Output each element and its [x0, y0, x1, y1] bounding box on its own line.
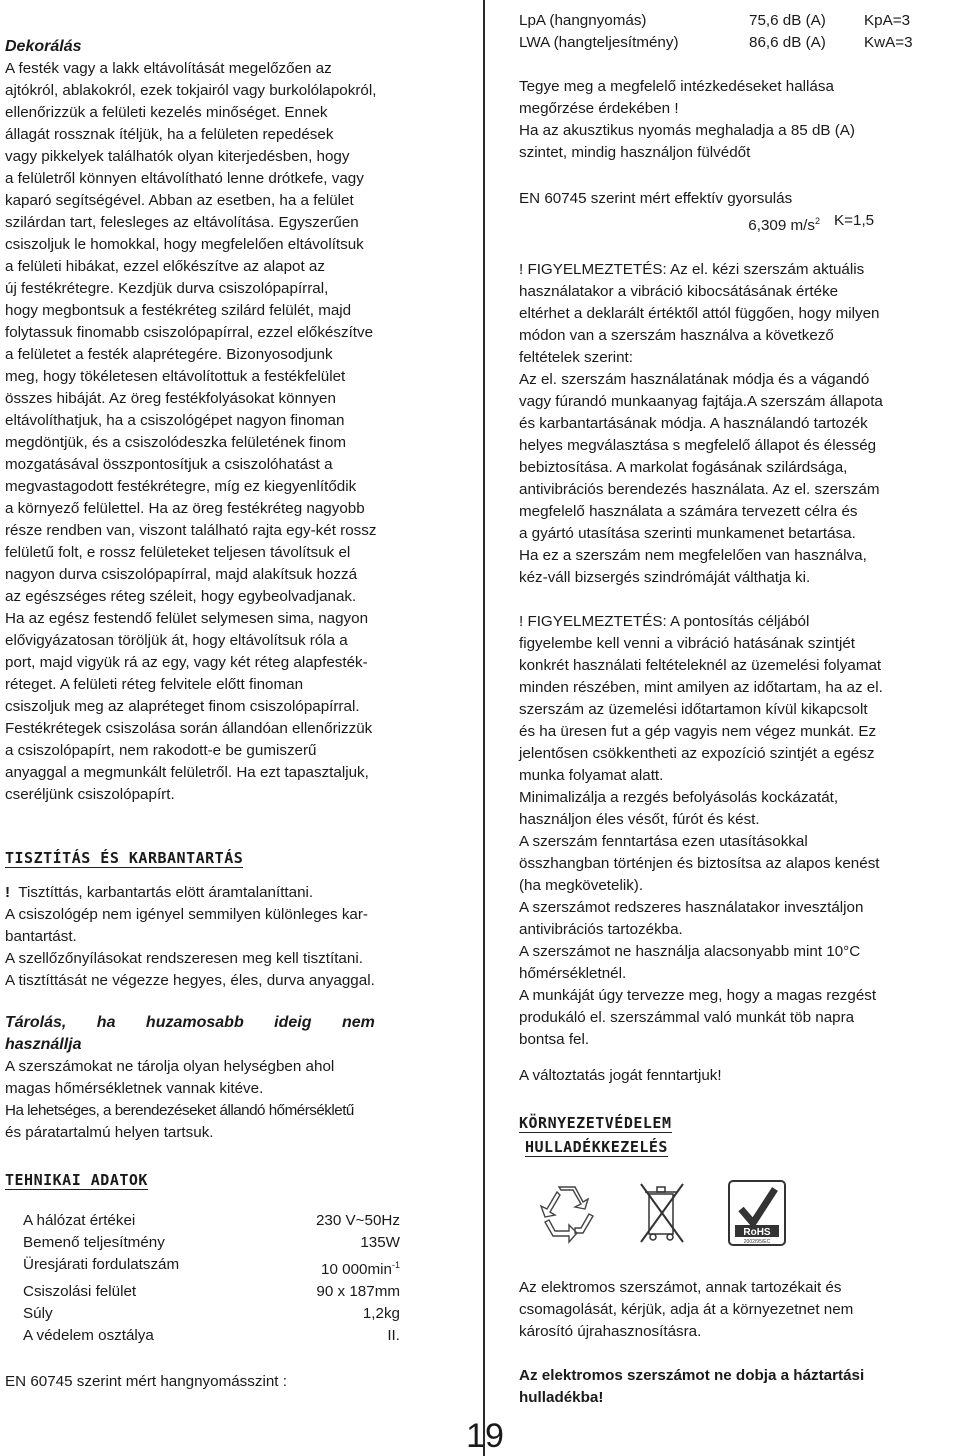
text-span: Tisztíttás, karbantartás elött áramtalaníttani.	[18, 884, 314, 901]
text-line: összes hibáját. Az öreg festékfolyásokat könnyen	[5, 390, 336, 407]
text-line: új festékrétegre. Kezdjük durva csiszolópapírral,	[5, 280, 329, 297]
warning-block-2	[519, 611, 959, 1051]
text-line: része rendben van, viszont található rajta egy-két rossz	[5, 522, 377, 539]
text-line: az egészséges réteg széleit, hogy egybeolvadjanak.	[5, 588, 357, 605]
rohs-icon	[727, 1179, 787, 1247]
spec-value: 135W	[360, 1234, 400, 1251]
text-line: és karbantartásának módja. A használandó tartozék	[519, 415, 868, 433]
text-line: feltételek szerint:	[519, 349, 633, 367]
text-line: kaparó segítségével. Abban az esetben, ha a felület	[5, 192, 354, 209]
recycle-icon	[535, 1182, 599, 1244]
text-line: mozgatásával összpontosítjuk a csiszolóhatást a	[5, 456, 333, 473]
env-text	[519, 1277, 959, 1343]
tarolas-title-line: használlja	[5, 1036, 82, 1053]
text-line: anyaggal a megmunkált felületről. Ha ezt tapasztaljuk,	[5, 764, 369, 781]
warning-mark: !	[5, 884, 11, 901]
text-line: megdöntjük, és a csiszolódeszka felületének finom	[5, 434, 347, 451]
spec-table	[23, 1210, 445, 1347]
text-line: A festék vagy a lakk eltávolítását megelőzően az	[5, 60, 332, 77]
text-line: Az el. szerszám használatának módja és a vágandó	[519, 371, 870, 389]
rohs-label: RoHS	[743, 1227, 771, 1239]
noise-line: EN 60745 szerint mért hangnyomásszint :	[5, 1373, 287, 1391]
text-line: szilárdan tart, felesleges az eltávolítása. Egyszerűen	[5, 214, 359, 231]
text-line: A csiszológép nem igényel semmilyen különleges kar-	[5, 906, 368, 923]
text-line: megőrzése érdekében !	[519, 100, 679, 117]
text-line: bantartást.	[5, 928, 77, 945]
text-line: A szerszámokat ne tárolja olyan helységben ahol	[5, 1058, 335, 1075]
section-tarolas	[5, 1012, 445, 1144]
section-env	[519, 1111, 959, 1409]
text-line: (ha megkövetelik).	[519, 877, 644, 895]
text-line: Ha lehetséges, a berendezéseket állandó hőmérsékletű	[5, 1102, 354, 1119]
env-title	[525, 1135, 959, 1159]
text-line: felületű folt, e rossz felületeket teljesen távolítsuk el	[5, 544, 351, 561]
text-line: konkrét használati feltételeknél az üzemelési folyamat	[519, 657, 882, 675]
text-line: meg, hogy tökéletesen eltávolítottuk a festékfelület	[5, 368, 346, 385]
env-title	[519, 1111, 959, 1135]
section-title-tarolas	[5, 1012, 445, 1056]
text-line: magas hőmérsékletnek vannak kitéve.	[5, 1080, 264, 1097]
spec-value	[248, 1254, 400, 1281]
noise-row	[519, 10, 959, 32]
text-line: károsító újrahasznosításra.	[519, 1323, 702, 1341]
text-line: port, majd vigyük rá az egy, vagy két réteg alapfesték-	[5, 654, 368, 671]
text-line: jelentősen csökkentheti az expozíció szintjét a egész	[519, 745, 875, 763]
env-warning	[519, 1365, 959, 1409]
text-line: figyelembe kell venni a vibráció hatásának szintjét	[519, 635, 855, 653]
spec-value-text: 10 000min	[321, 1261, 392, 1279]
text-line	[5, 882, 445, 904]
text-line: és ha üresen fut a gép vagyis nem végez munkát. Ez	[519, 723, 877, 741]
noise-value: 86,6 dB (A)	[749, 34, 826, 51]
text-line: vagy fúrandó munkaanyag fajtája.A szerszám állapota	[519, 393, 883, 411]
text-line: Festékrétegek csiszolása során állandóan ellenőrizzük	[5, 720, 373, 737]
noise-k: KwA=3	[864, 34, 913, 51]
vibration-row	[519, 210, 959, 237]
crossed-bin-icon	[637, 1180, 689, 1246]
text-line: minden részében, mint amilyen az időtartam, ha az el.	[519, 679, 883, 697]
env-icons	[535, 1177, 959, 1249]
text-line: Tegye meg a megfelelő intézkedéseket hallása	[519, 78, 834, 95]
text-line: A szerszámot redszeres használatakor inveszt​álj​on	[519, 899, 864, 917]
spec-value-sup: -1	[391, 1260, 400, 1270]
tarolas-title-line: Tárolás, ha huzamosabb ideig nem	[5, 1014, 375, 1031]
vibration-line: EN 60745 szerint mért effektív gyorsulás	[519, 190, 793, 207]
spec-value: II.	[387, 1327, 400, 1345]
text-line: csiszoljuk meg az alapréteget finom csiszolópapírral.	[5, 698, 360, 715]
text-line: ellenőrizzük a felületi kezelés minőséget. Ennek	[5, 104, 328, 121]
text-line: eltávolíthatjuk, ha a csiszológépet nagyon finoman	[5, 412, 345, 429]
vibration-value-sup: 2	[814, 216, 820, 226]
column-divider	[483, 0, 485, 1456]
spec-label: Üresjárati fordulatszám	[23, 1256, 180, 1273]
section-tech	[5, 1168, 445, 1393]
text-line: Ha ez a szerszám nem megfelelően van használva,	[519, 547, 867, 565]
text-line: A szerszámot ne használja alacsonyabb mint 10°C	[519, 943, 861, 961]
spec-value: 1,2kg	[362, 1305, 400, 1323]
section-title-tisztitas	[5, 846, 445, 870]
noise-table	[519, 10, 959, 54]
spec-label: A hálózat értékei	[23, 1212, 136, 1229]
text-line: vagy pikkelyek találhatók olyan kiterjedésben, hogy	[5, 148, 350, 165]
text-line: szintet, mindig használjon fülvédőt	[519, 144, 751, 161]
noise-label: LpA (hangnyomás)	[519, 12, 647, 29]
text-line: a felületi hibákat, ezzel előkészítve az alapot az	[5, 258, 325, 275]
text-line: a csiszolópapírt, nem rakodott-e be gumiszerű	[5, 742, 317, 759]
rights-notice: A változtatás jogát fenntartjuk!	[519, 1067, 722, 1085]
noise-label: LWA (hangteljesítmény)	[519, 34, 679, 51]
text-line: munka folyamat alatt.	[519, 767, 664, 785]
text-line: A munkáját úgy tervezze meg, hogy a magas rezgést	[519, 987, 877, 1005]
env-title-line: HULLADÉKKEZELÉS	[525, 1138, 668, 1157]
text-line: folytassuk finomabb csiszolópapírral, ezzel előkészítve	[5, 324, 374, 341]
noise-k: KpA=3	[864, 12, 911, 29]
right-column	[519, 10, 959, 1409]
spec-label: Súly	[23, 1305, 53, 1323]
text-line: A szellőzőnyílásokat rendszeresen meg kell tisztítani.	[5, 950, 363, 967]
text-line: összhangban történjen és biztosítsa az alapos kenést	[519, 855, 880, 873]
hearing-block	[519, 76, 959, 164]
spec-label: Bemenő teljesítmény	[23, 1234, 165, 1251]
section-title-tech	[5, 1168, 445, 1192]
text-line: Ha az akusztikus nyomás meghaladja a 85 dB (A)	[519, 122, 855, 139]
dekoralas-body	[5, 58, 445, 806]
text-line: módon van a szerszám használva a következő	[519, 327, 834, 345]
text-line: Minimalizálja a rezgés befolyásolás kockázatát,	[519, 789, 839, 807]
text-line: hogy megbontsuk a festékréteg szilárd felülét, majd	[5, 302, 352, 319]
env-title-line: KÖRNYEZETVÉDELEM	[519, 1114, 672, 1133]
text-line: A szerszám fenntartása ezen utasításokkal	[519, 833, 808, 851]
vibration-k: K=1,5	[834, 212, 875, 229]
vibration-value-text: 6,309 m/s	[748, 217, 815, 235]
section-tisztitas	[5, 846, 445, 992]
text-line: ! FIGYELMEZTETÉS: A pontosítás céljából	[519, 613, 810, 631]
rohs-sub: 2002/95/EC	[743, 1239, 771, 1246]
tech-title-text: TEHNIKAI ADATOK	[5, 1171, 148, 1189]
text-line: ajtókról, ablakokról, ezek tokjairól vagy burkolólapokról,	[5, 82, 377, 99]
text-line: eltérhet a deklarált értéktől attól függően, hogy milyen	[519, 305, 880, 323]
text-line: megfelelő használata a számára tervezett célra és	[519, 503, 858, 521]
text-line: kéz-váll bizsergés szindrómáját válthatja ki.	[519, 569, 811, 587]
section-title-dekoralas: Dekorálás	[5, 38, 82, 55]
text-line: használjon éles vésőt, fúrót és kést.	[519, 811, 760, 829]
text-line: bontsa fel.	[519, 1031, 590, 1049]
text-line: A tisztíttását ne végezze hegyes, éles, durva anyaggal.	[5, 972, 375, 989]
vibration-block	[519, 188, 959, 237]
spec-label: Csiszolási felület	[23, 1283, 137, 1301]
text-line: hulladékba!	[519, 1389, 604, 1407]
left-column	[5, 36, 445, 1393]
text-line: réteget. A felületi réteg felvitele előtt finoman	[5, 676, 304, 693]
text-line: a felületet a festék alaprétegére. Bizonyosodjunk	[5, 346, 333, 363]
text-line: csiszoljuk le homokkal, hogy megfelelően eltávolítsuk	[5, 236, 364, 253]
text-line: használatakor a vibráció kibocsátásának értéke	[519, 283, 839, 301]
text-line: a környező felülettel. Ha az öreg festékréteg nagyobb	[5, 500, 365, 517]
noise-value: 75,6 dB (A)	[749, 12, 826, 29]
text-line: hőmérsékletnél.	[519, 965, 627, 983]
text-line: Ha az egész festendő felület selymesen sima, nagyon	[5, 610, 369, 627]
text-line: szerszám az üzemelési időtartamon kívül kikapcsolt	[519, 701, 868, 719]
text-line: nagyon durva csiszolópapírral, majd alakítsuk hozzá	[5, 566, 358, 583]
spec-label: A védelem osztálya	[23, 1327, 154, 1345]
section-dekoralas	[5, 36, 445, 806]
text-line: antivibrációs tartozékba.	[519, 921, 683, 939]
page-number: 19	[466, 1417, 504, 1455]
text-line: antivibrációs berendezés használata. Az el. szerszám	[519, 481, 880, 499]
noise-row	[519, 32, 959, 54]
spec-value: 90 x 187mm	[316, 1283, 400, 1301]
text-line: állagát rossznak ítéljük, ha a felületen repedések	[5, 126, 334, 143]
text-line: Az elektromos szerszámot ne dobja a háztartási	[519, 1367, 865, 1385]
text-line: és páratartalmú helyen tartsuk.	[5, 1124, 214, 1141]
text-line: produkáló el. szerszámmal való munkát töb napra	[519, 1009, 855, 1027]
text-line: a gyártó utasítása szerinti munkamenet betartása.	[519, 525, 856, 543]
text-line: cseréljünk csiszolópapírt.	[5, 786, 175, 803]
text-line: a felületről könnyen eltávolítható lenne drótkefe, vagy	[5, 170, 364, 187]
text-line: csomagolását, kérjük, adja át a környezetnet nem	[519, 1301, 854, 1319]
text-line: ! FIGYELMEZTETÉS: Az el. kézi szerszám aktuális	[519, 261, 865, 279]
text-line: helyes megválasztása s megfelelő állapot és élesség	[519, 437, 877, 455]
text-line: megvastagodott festékrétegre, míg ez kiegyenlítődik	[5, 478, 357, 495]
text-line: elővigyázatosan töröljük át, hogy eltávolítsuk róla a	[5, 632, 348, 649]
spec-value: 230 V~50Hz	[315, 1212, 400, 1229]
vibration-value	[519, 210, 834, 237]
text-line: Az elektromos szerszámot, annak tartozékait és	[519, 1279, 842, 1297]
warning-block-1	[519, 259, 959, 589]
tisztitas-title-text: TISZTÍTÁS ÉS KARBANTARTÁS	[5, 849, 244, 867]
text-line: bebiztosítása. A markolat fogásának szilárdsága,	[519, 459, 848, 477]
